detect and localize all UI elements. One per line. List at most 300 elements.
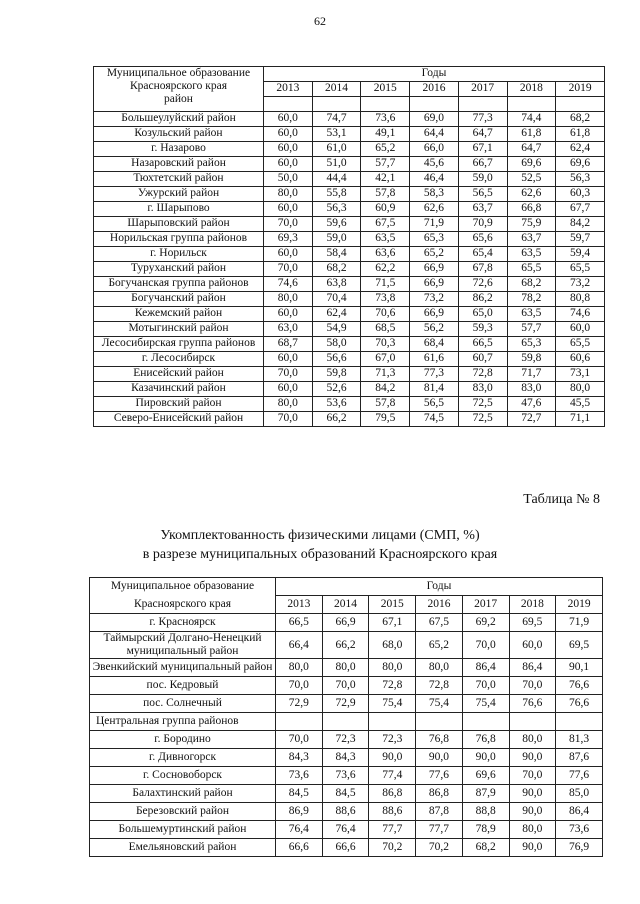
- value-cell: 80,0: [264, 187, 313, 202]
- value-cell: 72,3: [322, 731, 369, 749]
- value-cell: 68,2: [507, 277, 556, 292]
- value-cell: 68,4: [410, 337, 459, 352]
- value-cell: 70,4: [312, 292, 361, 307]
- value-cell: 69,5: [509, 614, 556, 632]
- value-cell: 84,2: [556, 217, 605, 232]
- value-cell: 57,7: [507, 322, 556, 337]
- value-cell: 56,3: [312, 202, 361, 217]
- value-cell: 72,5: [458, 397, 507, 412]
- value-cell: 54,9: [312, 322, 361, 337]
- value-cell: 69,0: [410, 112, 459, 127]
- value-cell: 72,8: [458, 367, 507, 382]
- value-cell: 70,0: [462, 677, 509, 695]
- value-cell: 68,5: [361, 322, 410, 337]
- value-cell: 70,0: [462, 632, 509, 659]
- value-cell: 76,6: [556, 695, 603, 713]
- row-name-cell: г. Красноярск: [90, 614, 276, 632]
- value-cell: 71,5: [361, 277, 410, 292]
- row-name-cell: Эвенкийский муниципальный район: [90, 659, 276, 677]
- table-title-line2: в разрезе муниципальных образований Красноярского края: [142, 547, 498, 562]
- value-cell: 59,0: [312, 232, 361, 247]
- value-cell: 86,4: [462, 659, 509, 677]
- value-cell: 66,6: [322, 839, 369, 857]
- value-cell: 63,5: [507, 307, 556, 322]
- value-cell: 69,2: [462, 614, 509, 632]
- value-cell: 76,9: [556, 839, 603, 857]
- row-name-cell: Большемуртинский район: [90, 821, 276, 839]
- value-cell: 66,8: [507, 202, 556, 217]
- row-name-cell: Центральная группа районов: [90, 713, 276, 731]
- value-cell: 63,5: [507, 247, 556, 262]
- table-row: [94, 307, 605, 322]
- value-cell: 66,5: [276, 614, 323, 632]
- value-cell: 68,0: [369, 632, 416, 659]
- row-name-cell: Тюхтетский район: [94, 172, 264, 187]
- table-label: Таблица № 8: [523, 492, 600, 507]
- table-row: [90, 731, 603, 749]
- table-row: [90, 632, 603, 659]
- table-row: [94, 202, 605, 217]
- value-cell: 51,0: [312, 157, 361, 172]
- value-cell: [369, 713, 416, 731]
- value-cell: 64,7: [507, 142, 556, 157]
- value-cell: 77,7: [369, 821, 416, 839]
- table-row: [94, 127, 605, 142]
- value-cell: 60,0: [264, 382, 313, 397]
- table-row: [90, 749, 603, 767]
- table-row: [90, 785, 603, 803]
- value-cell: 83,0: [458, 382, 507, 397]
- value-cell: 66,9: [410, 277, 459, 292]
- year-header-cell: 2018: [507, 82, 556, 97]
- value-cell: 72,8: [369, 677, 416, 695]
- table-header-row: [90, 578, 603, 596]
- value-cell: 70,9: [458, 217, 507, 232]
- value-cell: 88,6: [322, 803, 369, 821]
- header-municipality-line: район: [164, 93, 193, 106]
- table-row: [90, 677, 603, 695]
- table-row: [94, 277, 605, 292]
- value-cell: 76,4: [276, 821, 323, 839]
- row-name-cell: Енисейский район: [94, 367, 264, 382]
- value-cell: 80,8: [556, 292, 605, 307]
- table-title-line1: Укомплектованность физическими лицами (СМП, %): [160, 528, 480, 543]
- value-cell: 81,3: [556, 731, 603, 749]
- row-name-cell: Большеулуйский район: [94, 112, 264, 127]
- value-cell: 60,0: [264, 307, 313, 322]
- row-name-cell: Богучанский район: [94, 292, 264, 307]
- value-cell: 73,2: [556, 277, 605, 292]
- value-cell: 60,0: [264, 127, 313, 142]
- value-cell: 88,6: [369, 803, 416, 821]
- value-cell: 65,5: [507, 262, 556, 277]
- value-cell: 60,0: [556, 322, 605, 337]
- table-row: [90, 767, 603, 785]
- value-cell: 80,0: [509, 731, 556, 749]
- row-name-cell: г. Лесосибирск: [94, 352, 264, 367]
- value-cell: 80,0: [264, 292, 313, 307]
- value-cell: 70,0: [264, 262, 313, 277]
- value-cell: 50,0: [264, 172, 313, 187]
- table-row: [94, 157, 605, 172]
- value-cell: 83,0: [507, 382, 556, 397]
- header-municipality-line: Красноярского края: [134, 597, 231, 610]
- value-cell: 60,3: [556, 187, 605, 202]
- value-cell: 87,6: [556, 749, 603, 767]
- value-cell: 61,8: [556, 127, 605, 142]
- value-cell: 77,4: [369, 767, 416, 785]
- table-row: [94, 187, 605, 202]
- table-row: [94, 352, 605, 367]
- value-cell: 59,8: [507, 352, 556, 367]
- value-cell: 87,8: [416, 803, 463, 821]
- value-cell: 74,4: [507, 112, 556, 127]
- value-cell: 61,6: [410, 352, 459, 367]
- row-name-cell: г. Дивногорск: [90, 749, 276, 767]
- value-cell: 67,1: [369, 614, 416, 632]
- value-cell: 74,6: [264, 277, 313, 292]
- value-cell: 72,3: [369, 731, 416, 749]
- value-cell: 77,7: [416, 821, 463, 839]
- table-row: [94, 217, 605, 232]
- value-cell: 87,9: [462, 785, 509, 803]
- table-row: [94, 112, 605, 127]
- value-cell: 52,5: [507, 172, 556, 187]
- row-name-cell: г. Шарыпово: [94, 202, 264, 217]
- value-cell: 68,2: [462, 839, 509, 857]
- row-name-cell: г. Бородино: [90, 731, 276, 749]
- value-cell: 65,6: [458, 232, 507, 247]
- year-header-cell: 2018: [509, 596, 556, 614]
- value-cell: 65,2: [416, 632, 463, 659]
- value-cell: 68,7: [264, 337, 313, 352]
- value-cell: 60,7: [458, 352, 507, 367]
- value-cell: 61,0: [312, 142, 361, 157]
- header-municipality-line: Муниципальное образование: [110, 580, 255, 593]
- table-row: [94, 172, 605, 187]
- header-municipality-line: Муниципальное образование: [106, 67, 251, 79]
- value-cell: 64,4: [410, 127, 459, 142]
- value-cell: 77,3: [458, 112, 507, 127]
- value-cell: 67,5: [361, 217, 410, 232]
- value-cell: 46,4: [410, 172, 459, 187]
- row-name-cell: Лесосибирская группа районов: [94, 337, 264, 352]
- value-cell: 71,9: [556, 614, 603, 632]
- value-cell: 79,5: [361, 412, 410, 427]
- value-cell: 53,6: [312, 397, 361, 412]
- value-cell: 75,4: [369, 695, 416, 713]
- value-cell: 73,1: [556, 367, 605, 382]
- header-municipality: [90, 578, 276, 614]
- row-name-cell: Кежемский район: [94, 307, 264, 322]
- value-cell: 76,4: [322, 821, 369, 839]
- value-cell: 65,2: [410, 247, 459, 262]
- value-cell: 68,2: [312, 262, 361, 277]
- value-cell: 68,2: [556, 112, 605, 127]
- value-cell: 63,5: [361, 232, 410, 247]
- value-cell: 76,8: [416, 731, 463, 749]
- table-row: [94, 337, 605, 352]
- row-name-cell: Северо-Енисейский район: [94, 412, 264, 427]
- value-cell: 86,4: [509, 659, 556, 677]
- value-cell: 76,6: [556, 677, 603, 695]
- table-row: [94, 367, 605, 382]
- value-cell: 62,6: [507, 187, 556, 202]
- value-cell: 56,6: [312, 352, 361, 367]
- value-cell: 90,0: [509, 839, 556, 857]
- value-cell: 66,4: [276, 632, 323, 659]
- value-cell: 90,0: [509, 749, 556, 767]
- row-name-cell: Пировский район: [94, 397, 264, 412]
- value-cell: 77,6: [416, 767, 463, 785]
- value-cell: 67,0: [361, 352, 410, 367]
- value-cell: 52,6: [312, 382, 361, 397]
- value-cell: 60,0: [264, 352, 313, 367]
- value-cell: 72,8: [416, 677, 463, 695]
- table-row: [90, 839, 603, 857]
- value-cell: 72,6: [458, 277, 507, 292]
- value-cell: 80,0: [369, 659, 416, 677]
- value-cell: [556, 713, 603, 731]
- year-header-cell: 2015: [361, 82, 410, 97]
- value-cell: 70,0: [276, 731, 323, 749]
- value-cell: 75,4: [462, 695, 509, 713]
- value-cell: 75,9: [507, 217, 556, 232]
- row-name-cell: пос. Солнечный: [90, 695, 276, 713]
- value-cell: 60,0: [509, 632, 556, 659]
- table-staffing-smp: [89, 577, 603, 857]
- row-name-cell: Богучанская группа районов: [94, 277, 264, 292]
- value-cell: 56,5: [410, 397, 459, 412]
- value-cell: 59,4: [556, 247, 605, 262]
- table-row: [94, 232, 605, 247]
- table-row: [94, 322, 605, 337]
- year-header-cell: 2013: [264, 82, 313, 97]
- value-cell: 84,2: [361, 382, 410, 397]
- value-cell: 72,9: [276, 695, 323, 713]
- table-row: [94, 247, 605, 262]
- value-cell: 80,0: [264, 397, 313, 412]
- value-cell: 77,6: [556, 767, 603, 785]
- row-name-cell: Ужурский район: [94, 187, 264, 202]
- row-name-cell: Назаровский район: [94, 157, 264, 172]
- year-header-cell: 2014: [322, 596, 369, 614]
- value-cell: 62,6: [410, 202, 459, 217]
- value-cell: 71,3: [361, 367, 410, 382]
- value-cell: 80,0: [556, 382, 605, 397]
- table-row: [94, 412, 605, 427]
- value-cell: 80,0: [322, 659, 369, 677]
- value-cell: 74,6: [556, 307, 605, 322]
- value-cell: 59,7: [556, 232, 605, 247]
- value-cell: 65,4: [458, 247, 507, 262]
- value-cell: 71,9: [410, 217, 459, 232]
- year-header-cell: 2013: [276, 596, 323, 614]
- value-cell: 86,9: [276, 803, 323, 821]
- value-cell: 70,0: [264, 412, 313, 427]
- value-cell: 90,0: [509, 785, 556, 803]
- value-cell: 86,8: [369, 785, 416, 803]
- value-cell: 72,7: [507, 412, 556, 427]
- value-cell: [509, 713, 556, 731]
- value-cell: [276, 713, 323, 731]
- value-cell: 55,8: [312, 187, 361, 202]
- value-cell: 65,2: [361, 142, 410, 157]
- row-name-cell: Мотыгинский район: [94, 322, 264, 337]
- value-cell: 63,7: [507, 232, 556, 247]
- value-cell: 70,2: [369, 839, 416, 857]
- value-cell: 70,0: [322, 677, 369, 695]
- table-row: [90, 695, 603, 713]
- value-cell: 66,9: [410, 307, 459, 322]
- value-cell: 70,0: [276, 677, 323, 695]
- table-row: [90, 614, 603, 632]
- value-cell: 45,5: [556, 397, 605, 412]
- value-cell: 73,6: [322, 767, 369, 785]
- value-cell: 84,3: [322, 749, 369, 767]
- value-cell: 63,6: [361, 247, 410, 262]
- row-name-cell: г. Сосновоборск: [90, 767, 276, 785]
- year-header-cell: 2017: [462, 596, 509, 614]
- value-cell: [322, 713, 369, 731]
- value-cell: 62,4: [556, 142, 605, 157]
- value-cell: 67,1: [458, 142, 507, 157]
- table-row: [94, 142, 605, 157]
- value-cell: 76,8: [462, 731, 509, 749]
- value-cell: 73,6: [556, 821, 603, 839]
- value-cell: 60,0: [264, 247, 313, 262]
- value-cell: 73,8: [361, 292, 410, 307]
- table-row: [90, 659, 603, 677]
- row-name-cell: Березовский район: [90, 803, 276, 821]
- value-cell: 66,9: [410, 262, 459, 277]
- header-years: Годы: [264, 67, 605, 82]
- value-cell: 60,0: [264, 142, 313, 157]
- value-cell: 70,0: [264, 217, 313, 232]
- row-name-cell: Норильская группа районов: [94, 232, 264, 247]
- value-cell: 62,4: [312, 307, 361, 322]
- value-cell: 60,6: [556, 352, 605, 367]
- value-cell: 53,1: [312, 127, 361, 142]
- value-cell: 76,6: [509, 695, 556, 713]
- value-cell: 60,0: [264, 157, 313, 172]
- value-cell: 63,7: [458, 202, 507, 217]
- value-cell: 44,4: [312, 172, 361, 187]
- value-cell: 86,8: [416, 785, 463, 803]
- value-cell: 90,0: [416, 749, 463, 767]
- value-cell: 56,3: [556, 172, 605, 187]
- row-name-cell: Туруханский район: [94, 262, 264, 277]
- year-header-cell: 2016: [410, 82, 459, 97]
- value-cell: 65,3: [507, 337, 556, 352]
- row-name-cell: Емельяновский район: [90, 839, 276, 857]
- value-cell: 73,2: [410, 292, 459, 307]
- value-cell: 84,5: [322, 785, 369, 803]
- value-cell: 72,9: [322, 695, 369, 713]
- value-cell: 71,1: [556, 412, 605, 427]
- row-name-cell: Козульский район: [94, 127, 264, 142]
- value-cell: 66,5: [458, 337, 507, 352]
- value-cell: 49,1: [361, 127, 410, 142]
- value-cell: 67,8: [458, 262, 507, 277]
- value-cell: 78,9: [462, 821, 509, 839]
- value-cell: 69,6: [507, 157, 556, 172]
- value-cell: 58,0: [312, 337, 361, 352]
- value-cell: 84,3: [276, 749, 323, 767]
- value-cell: 90,0: [369, 749, 416, 767]
- value-cell: 86,4: [556, 803, 603, 821]
- value-cell: 70,0: [509, 767, 556, 785]
- value-cell: [462, 713, 509, 731]
- year-header-cell: 2015: [369, 596, 416, 614]
- value-cell: 90,0: [509, 803, 556, 821]
- table-header-row: [94, 67, 605, 82]
- value-cell: 77,3: [410, 367, 459, 382]
- value-cell: 64,7: [458, 127, 507, 142]
- value-cell: 47,6: [507, 397, 556, 412]
- row-name-cell: Балахтинский район: [90, 785, 276, 803]
- value-cell: 59,8: [312, 367, 361, 382]
- value-cell: 45,6: [410, 157, 459, 172]
- value-cell: 72,5: [458, 412, 507, 427]
- year-header-cell: 2019: [556, 596, 603, 614]
- value-cell: 70,0: [509, 677, 556, 695]
- value-cell: 60,0: [264, 202, 313, 217]
- value-cell: [416, 713, 463, 731]
- value-cell: 57,7: [361, 157, 410, 172]
- value-cell: 58,4: [312, 247, 361, 262]
- table-row: [94, 397, 605, 412]
- value-cell: 66,2: [322, 632, 369, 659]
- value-cell: 56,5: [458, 187, 507, 202]
- value-cell: 80,0: [276, 659, 323, 677]
- value-cell: 90,0: [462, 749, 509, 767]
- value-cell: 70,0: [264, 367, 313, 382]
- value-cell: 84,5: [276, 785, 323, 803]
- header-municipality-line: Красноярского края: [130, 80, 227, 93]
- table-row: [94, 262, 605, 277]
- row-name-cell: г. Норильск: [94, 247, 264, 262]
- header-years: Годы: [276, 578, 603, 596]
- value-cell: 86,2: [458, 292, 507, 307]
- value-cell: 74,5: [410, 412, 459, 427]
- value-cell: 69,3: [264, 232, 313, 247]
- value-cell: 70,2: [416, 839, 463, 857]
- value-cell: 80,0: [509, 821, 556, 839]
- value-cell: 66,2: [312, 412, 361, 427]
- table-row: [94, 382, 605, 397]
- value-cell: 65,3: [410, 232, 459, 247]
- row-name-cell: Казачинский район: [94, 382, 264, 397]
- value-cell: 59,3: [458, 322, 507, 337]
- value-cell: 74,7: [312, 112, 361, 127]
- value-cell: 78,2: [507, 292, 556, 307]
- value-cell: 56,2: [410, 322, 459, 337]
- value-cell: 90,1: [556, 659, 603, 677]
- value-cell: 65,5: [556, 262, 605, 277]
- table-row: [90, 803, 603, 821]
- table-municipal-1: [93, 66, 605, 427]
- value-cell: 71,7: [507, 367, 556, 382]
- value-cell: 69,5: [556, 632, 603, 659]
- value-cell: 88,8: [462, 803, 509, 821]
- value-cell: 69,6: [462, 767, 509, 785]
- value-cell: 67,7: [556, 202, 605, 217]
- row-name-cell: Таймырский Долгано-Ненецкий муниципальный район: [90, 632, 276, 659]
- value-cell: 58,3: [410, 187, 459, 202]
- value-cell: 66,9: [322, 614, 369, 632]
- value-cell: 80,0: [416, 659, 463, 677]
